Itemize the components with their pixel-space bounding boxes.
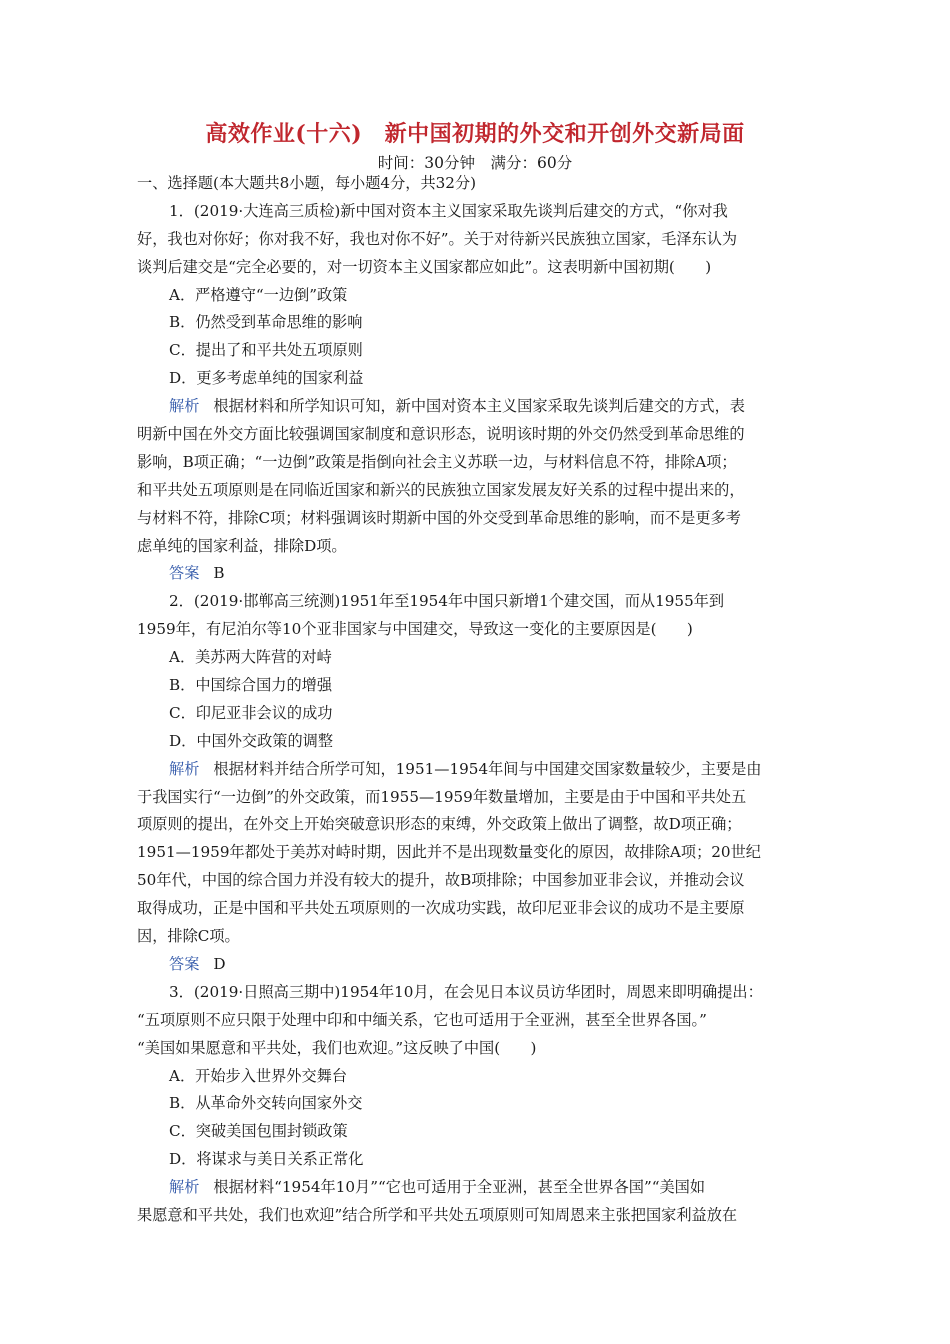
analysis-label: 解析 <box>169 1178 200 1197</box>
answer-label: 答案 <box>169 954 200 973</box>
q2-analysis-line: 项原则的提出，在外交上开始突破意识形态的束缚，外交政策上做出了调整，故D项正确； <box>137 815 742 834</box>
q2-analysis-line: 50年代，中国的综合国力并没有较大的提升，故B项排除；中国参加亚非会议，并推动会议 <box>137 871 745 890</box>
q3-option-c: C．突破美国包围封锁政策 <box>169 1122 348 1141</box>
q2-option-d: D．中国外交政策的调整 <box>169 731 334 750</box>
q2-analysis-line: 1951—1959年都处于美苏对峙时期，因此并不是出现数量变化的原因，故排除A项；20世纪 <box>137 843 761 862</box>
q2-analysis-line: 于我国实行“一边倒”的外交政策，而1955—1959年数量增加，主要是由于中国和平共处五 <box>137 787 747 806</box>
q3-analysis-line: 果愿意和平共处，我们也欢迎”结合所学和平共处五项原则可知周恩来主张把国家利益放在 <box>137 1205 738 1224</box>
q3-analysis-text: 根据材料“1954年10月”“它也可适用于全亚洲，甚至全世界各国”“美国如 <box>213 1178 706 1197</box>
analysis-label: 解析 <box>169 759 200 778</box>
document-title: 高效作业(十六) 新中国初期的外交和开创外交新局面 <box>205 121 745 147</box>
q2-stem-line: 1959年，有尼泊尔等10个亚非国家与中国建交，导致这一变化的主要原因是( ) <box>137 620 693 639</box>
q2-option-b: B．中国综合国力的增强 <box>169 676 333 695</box>
q1-analysis-line: 和平共处五项原则是在同临近国家和新兴的民族独立国家发展友好关系的过程中提出来的， <box>137 480 745 499</box>
q1-option-b: B．仍然受到革命思维的影响 <box>169 313 363 332</box>
q1-analysis-text: 根据材料和所学知识可知，新中国对资本主义国家采取先谈判后建交的方式，表 <box>213 397 745 416</box>
q3-stem-line: 3．(2019·日照高三期中)1954年10月，在会见日本议员访华团时，周恩来即明确提出： <box>169 982 763 1001</box>
answer-label: 答案 <box>169 564 200 583</box>
section-heading: 一、选择题(本大题共8小题，每小题4分，共32分) <box>137 174 477 192</box>
q1-stem-line: 好，我也对你好；你对我不好，我也对你不好”。关于对待新兴民族独立国家，毛泽东认为 <box>137 229 738 248</box>
q1-analysis-line: 影响，B项正确；“一边倒”政策是指倒向社会主义苏联一边，与材料信息不符，排除A项； <box>137 452 737 471</box>
q3-stem-line: “五项原则不应只限于处理中印和中缅关系，它也可适用于全亚洲，甚至全世界各国。” <box>137 1010 707 1029</box>
q2-answer-line <box>137 951 823 979</box>
q2-option-a: A．美苏两大阵营的对峙 <box>169 648 332 667</box>
q3-stem-line: “美国如果愿意和平共处，我们也欢迎。”这反映了中国( ) <box>137 1038 537 1057</box>
q3-option-b: B．从革命外交转向国家外交 <box>169 1094 363 1113</box>
q1-option-a: A．严格遵守“一边倒”政策 <box>169 285 348 304</box>
q2-analysis-line: 取得成功，正是中国和平共处五项原则的一次成功实践，故印尼亚非会议的成功不是主要原 <box>137 899 745 918</box>
time-score-info: 时间：30分钟 满分：60分 <box>377 154 573 172</box>
q2-analysis-line <box>137 756 823 784</box>
q1-analysis-line: 明新中国在外交方面比较强调国家制度和意识形态，说明该时期的外交仍然受到革命思维的 <box>137 425 745 444</box>
q2-option-c: C．印尼亚非会议的成功 <box>169 703 333 722</box>
q1-stem-line: 1．(2019·大连高三质检)新中国对资本主义国家采取先谈判后建交的方式，“你对我 <box>169 201 728 220</box>
q1-option-d: D．更多考虑单纯的国家利益 <box>169 369 364 388</box>
q3-option-d: D．将谋求与美日关系正常化 <box>169 1150 364 1169</box>
q1-answer-line <box>137 560 823 588</box>
q2-analysis-line: 因，排除C项。 <box>137 927 240 946</box>
q1-answer-value: B <box>213 564 225 583</box>
q1-analysis-line: 与材料不符，排除C项；材料强调该时期新中国的外交受到革命思维的影响，而不是更多考 <box>137 508 741 527</box>
q1-analysis-line <box>137 393 823 421</box>
q1-option-c: C．提出了和平共处五项原则 <box>169 341 363 360</box>
q1-analysis-line: 虑单纯的国家利益，排除D项。 <box>137 536 347 555</box>
q2-stem-line: 2．(2019·邯郸高三统测)1951年至1954年中国只新增1个建交国，而从1955年到 <box>169 592 725 611</box>
analysis-label: 解析 <box>169 397 200 416</box>
q2-answer-value: D <box>213 954 226 973</box>
q1-stem-line: 谈判后建交是“完全必要的，对一切资本主义国家都应如此”。这表明新中国初期( ) <box>137 257 712 276</box>
q2-analysis-text: 根据材料并结合所学可知，1951—1954年间与中国建交国家数量较少，主要是由 <box>213 759 762 778</box>
q3-analysis-line <box>137 1174 823 1202</box>
document-body <box>137 170 823 1230</box>
q3-option-a: A．开始步入世界外交舞台 <box>169 1066 348 1085</box>
